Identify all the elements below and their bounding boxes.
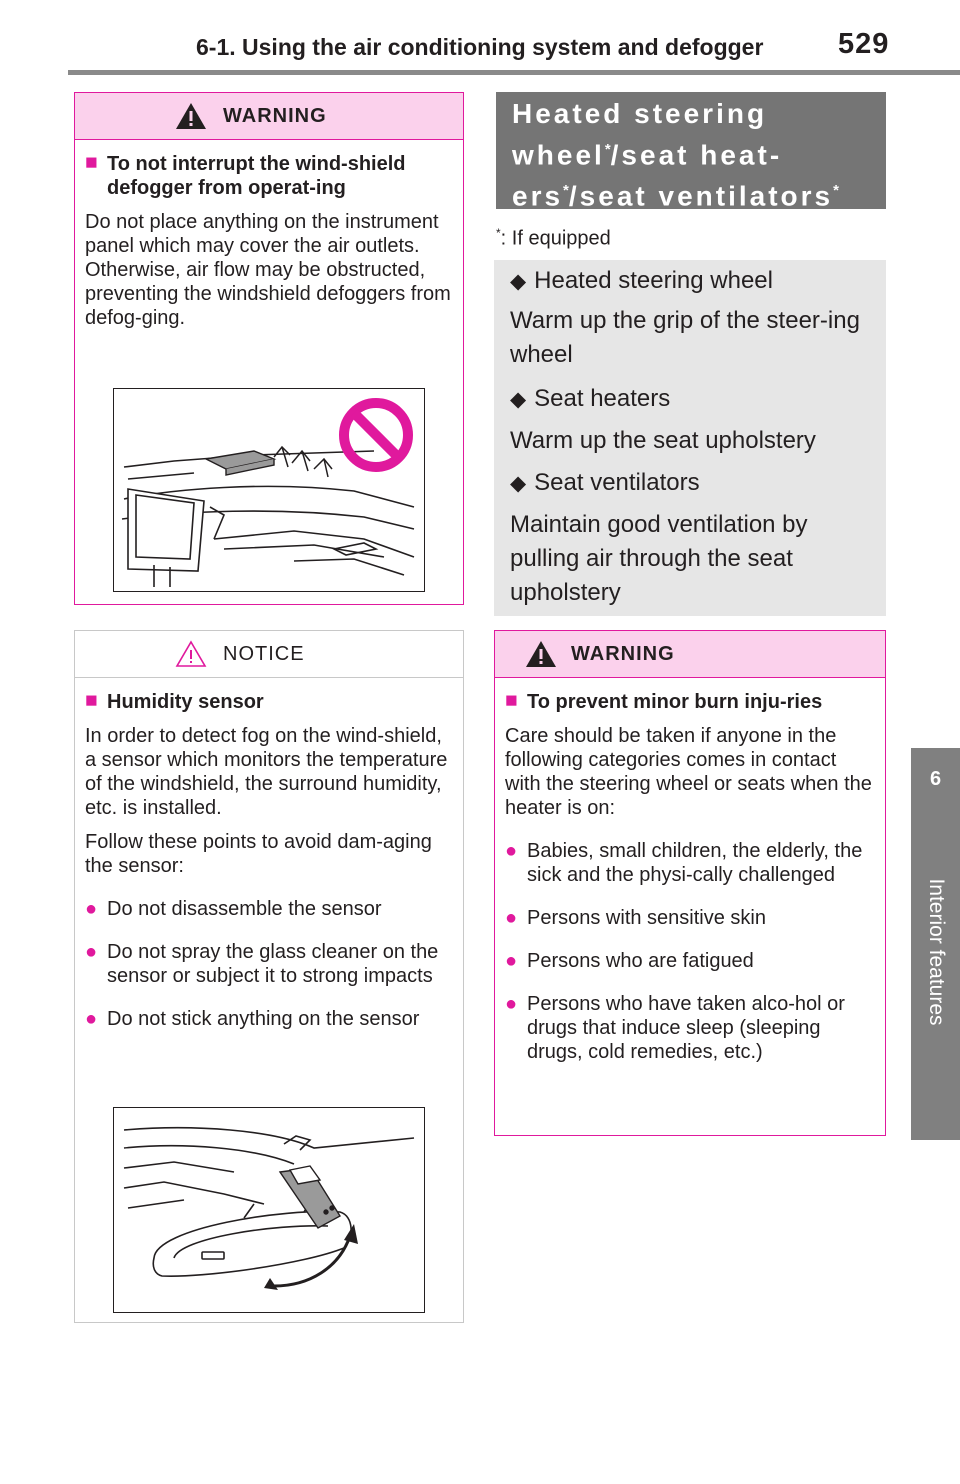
notice-body-1: In order to detect fog on the wind-shield, a sensor which monitors the temperature of the windshield, the surround humidity, etc. is installed.: [85, 725, 448, 819]
asterisk-mark: *: [604, 141, 611, 158]
warning-triangle-icon: [525, 640, 557, 668]
asterisk-mark: *: [833, 182, 839, 200]
summary-item-seat-heaters: ◆ Seat heaters: [510, 385, 671, 412]
warning-heading: WARNING: [571, 643, 675, 665]
diamond-bullet-icon: ◆: [510, 388, 527, 411]
warning-heading: WARNING: [223, 105, 327, 127]
page-number: 529: [838, 28, 890, 60]
round-bullet-icon: ●: [505, 950, 518, 972]
square-bullet-icon: ■: [505, 689, 518, 712]
summary-desc-seat-ventilators: Maintain good ventilation by pulling air through the seat upholstery: [510, 511, 808, 606]
summary-item-heated-steering-wheel: ◆ Heated steering wheel: [510, 267, 773, 294]
list-item: ● Persons with sensitive skin: [505, 907, 766, 929]
round-bullet-icon: ●: [85, 941, 98, 963]
warning-triangle-icon: [175, 102, 207, 130]
warning-header: [495, 631, 885, 678]
dashboard-drawing-icon: [114, 389, 425, 592]
square-bullet-icon: ■: [85, 689, 98, 712]
summary-item-seat-ventilators: ◆ Seat ventilators: [510, 469, 700, 496]
header-rule: [68, 70, 960, 75]
diamond-bullet-icon: ◆: [510, 270, 527, 293]
dashboard-defogger-illustration: [113, 388, 425, 592]
chapter-label: Interior features: [925, 878, 948, 1026]
notice-subtitle: ■ Humidity sensor: [85, 689, 264, 713]
summary-desc-seat-heaters: Warm up the seat upholstery: [510, 427, 816, 454]
round-bullet-icon: ●: [85, 1008, 98, 1030]
section-heading-text: Heated steering wheel*/seat heat-ers*/seat ventilators*: [512, 98, 839, 212]
notice-body-2: Follow these points to avoid dam-aging the sensor:: [85, 831, 432, 877]
warning-box-burn: [494, 630, 886, 1136]
list-item: ● Babies, small children, the elderly, the sick and the physi-cally challenged: [505, 840, 863, 886]
round-bullet-icon: ●: [505, 840, 518, 862]
chapter-number: 6: [929, 768, 942, 790]
list-item: ● Persons who are fatigued: [505, 950, 754, 972]
feature-summary-panel: [494, 260, 886, 616]
running-header-title: 6-1. Using the air conditioning system and defogger: [196, 34, 764, 60]
asterisk-mark: *: [563, 182, 569, 200]
list-item: ● Persons who have taken alco-hol or drugs that induce sleep (sleeping drugs, cold remedies, etc.): [505, 993, 845, 1063]
notice-triangle-icon: [175, 640, 207, 668]
list-item: ● Do not stick anything on the sensor: [85, 1008, 420, 1030]
round-bullet-icon: ●: [505, 993, 518, 1015]
section-heading: [496, 92, 886, 212]
notice-header: [75, 631, 463, 678]
round-bullet-icon: ●: [85, 898, 98, 920]
notice-heading: NOTICE: [223, 643, 305, 665]
diamond-bullet-icon: ◆: [510, 472, 527, 495]
square-bullet-icon: ■: [85, 151, 98, 174]
rearview-mirror-sensor-illustration: [113, 1107, 425, 1313]
summary-desc-heated-steering-wheel: Warm up the grip of the steer-ing wheel: [510, 307, 860, 368]
warning-subtitle: ■ To not interrupt the wind-shield defogger from operat-ing: [85, 151, 406, 199]
warning-body: Do not place anything on the instrument panel which may cover the air outlets. Otherwise, air flow may be obstructed, preventing the windshield defoggers from defog-ging.: [85, 211, 451, 329]
footnote-if-equipped: *: If equipped: [496, 226, 611, 250]
round-bullet-icon: ●: [505, 907, 518, 929]
list-item: ● Do not disassemble the sensor: [85, 898, 382, 920]
warning-body: Care should be taken if anyone in the following categories comes in contact with the steering wheel or seats when the heater is on:: [505, 725, 872, 819]
warning-box-defogger: [74, 92, 464, 605]
warning-header: [75, 93, 463, 140]
warning-subtitle: ■ To prevent minor burn inju-ries: [505, 689, 823, 713]
list-item: ● Do not spray the glass cleaner on the sensor or subject it to strong impacts: [85, 941, 439, 987]
mirror-sensor-drawing-icon: [114, 1108, 425, 1313]
notice-box-humidity: [74, 630, 464, 1323]
